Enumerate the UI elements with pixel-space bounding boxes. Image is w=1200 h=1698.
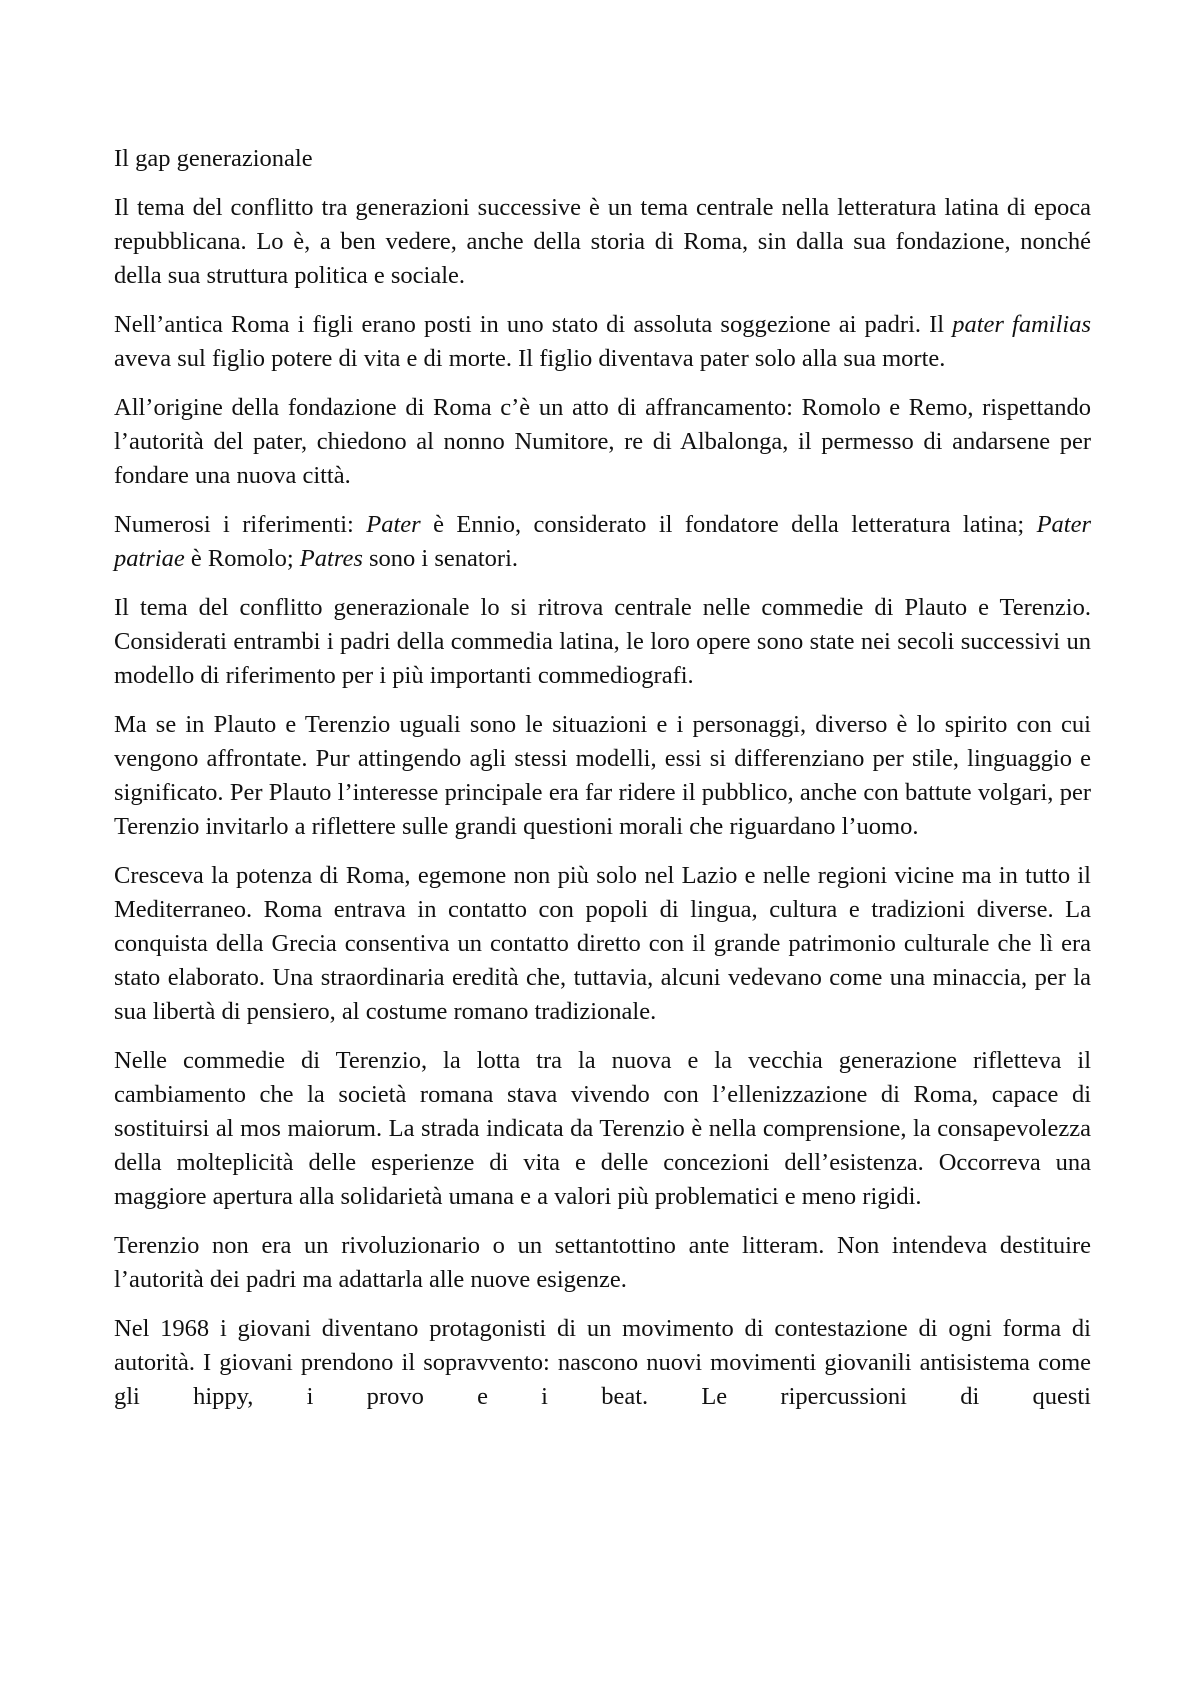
paragraph-4-text-a: Numerosi i riferimenti: xyxy=(114,511,367,538)
paragraph-6: Ma se in Plauto e Terenzio uguali sono le situazioni e i personaggi, diverso è lo spirito con cui vengono affrontate. Pur attingendo agli stessi modelli, essi si differenziano per stile, linguaggio e significato. Per Plauto l’interesse principale era far ridere il pubblico, anche con battute volgari, per Terenzio invitarlo a riflettere sulle grandi questioni morali che riguardano l’uomo. xyxy=(114,711,1091,840)
paragraph-2-text-a: Nell’antica Roma i figli erano posti in uno stato di assoluta soggezione ai padri. Il xyxy=(114,311,953,338)
paragraph-1: Il tema del conflitto tra generazioni successive è un tema centrale nella letteratura latina di epoca repubblicana. Lo è, a ben vedere, anche della storia di Roma, sin dalla sua fondazione, nonché della sua struttura politica e sociale. xyxy=(114,194,1091,289)
paragraph-4-text-d: sono i senatori. xyxy=(362,545,519,572)
paragraph-7: Cresceva la potenza di Roma, egemone non più solo nel Lazio e nelle regioni vicine ma in tutto il Mediterraneo. Roma entrava in contatto con popoli di lingua, cultura e tradizioni diverse. La conquista della Grecia consentiva un contatto diretto con il grande patrimonio culturale che lì era stato elaborato. Una straordinaria eredità che, tuttavia, alcuni vedevano come una minaccia, per la sua libertà di pensiero, al costume romano tradizionale. xyxy=(114,862,1091,1025)
paragraph-4-text-b: è Ennio, considerato il fondatore della letteratura latina; xyxy=(420,511,1037,538)
paragraph-5: Il tema del conflitto generazionale lo si ritrova centrale nelle commedie di Plauto e Terenzio. Considerati entrambi i padri della commedia latina, le loro opere sono state nei secoli successivi un modello di riferimento per i più importanti commediografi. xyxy=(114,594,1091,689)
paragraph-4 xyxy=(114,508,1091,576)
paragraph-3: All’origine della fondazione di Roma c’è un atto di affrancamento: Romolo e Remo, rispettando l’autorità del pater, chiedono al nonno Numitore, re di Albalonga, il permesso di andarsene per fondare una nuova città. xyxy=(114,394,1091,489)
paragraph-4-italic-b: Pater patriae xyxy=(114,511,1091,572)
paragraph-2-italic: pater familias xyxy=(952,311,1092,338)
paragraph-2-text-b: aveva sul figlio potere di vita e di morte. Il figlio diventava pater solo alla sua morte. xyxy=(114,345,946,372)
paragraph-10: Nel 1968 i giovani diventano protagonisti di un movimento di contestazione di ogni forma di autorità. I giovani prendono il sopravvento: nascono nuovi movimenti giovanili antisistema come gli hippy, i provo e i beat. Le ripercussioni di questi xyxy=(114,1315,1091,1410)
paragraph-9: Terenzio non era un rivoluzionario o un settantottino ante litteram. Non intendeva destituire l’autorità dei padri ma adattarla alle nuove esigenze. xyxy=(114,1232,1091,1293)
paragraph-4-italic-c: Patres xyxy=(299,545,363,572)
paragraph-4-italic-a: Pater xyxy=(366,511,421,538)
paragraph-8: Nelle commedie di Terenzio, la lotta tra la nuova e la vecchia generazione rifletteva il cambiamento che la società romana stava vivendo con l’ellenizzazione di Roma, capace di sostituirsi al mos maiorum. La strada indicata da Terenzio è nella comprensione, la consapevolezza della molteplicità delle esperienze di vita e delle concezioni dell’esistenza. Occorreva una maggiore apertura alla solidarietà umana e a valori più problematici e meno rigidi. xyxy=(114,1047,1091,1210)
paragraph-2 xyxy=(114,308,1091,376)
document-title: Il gap generazionale xyxy=(114,145,313,172)
paragraph-4-text-c: è Romolo; xyxy=(184,545,300,572)
document-page xyxy=(114,142,1091,1429)
